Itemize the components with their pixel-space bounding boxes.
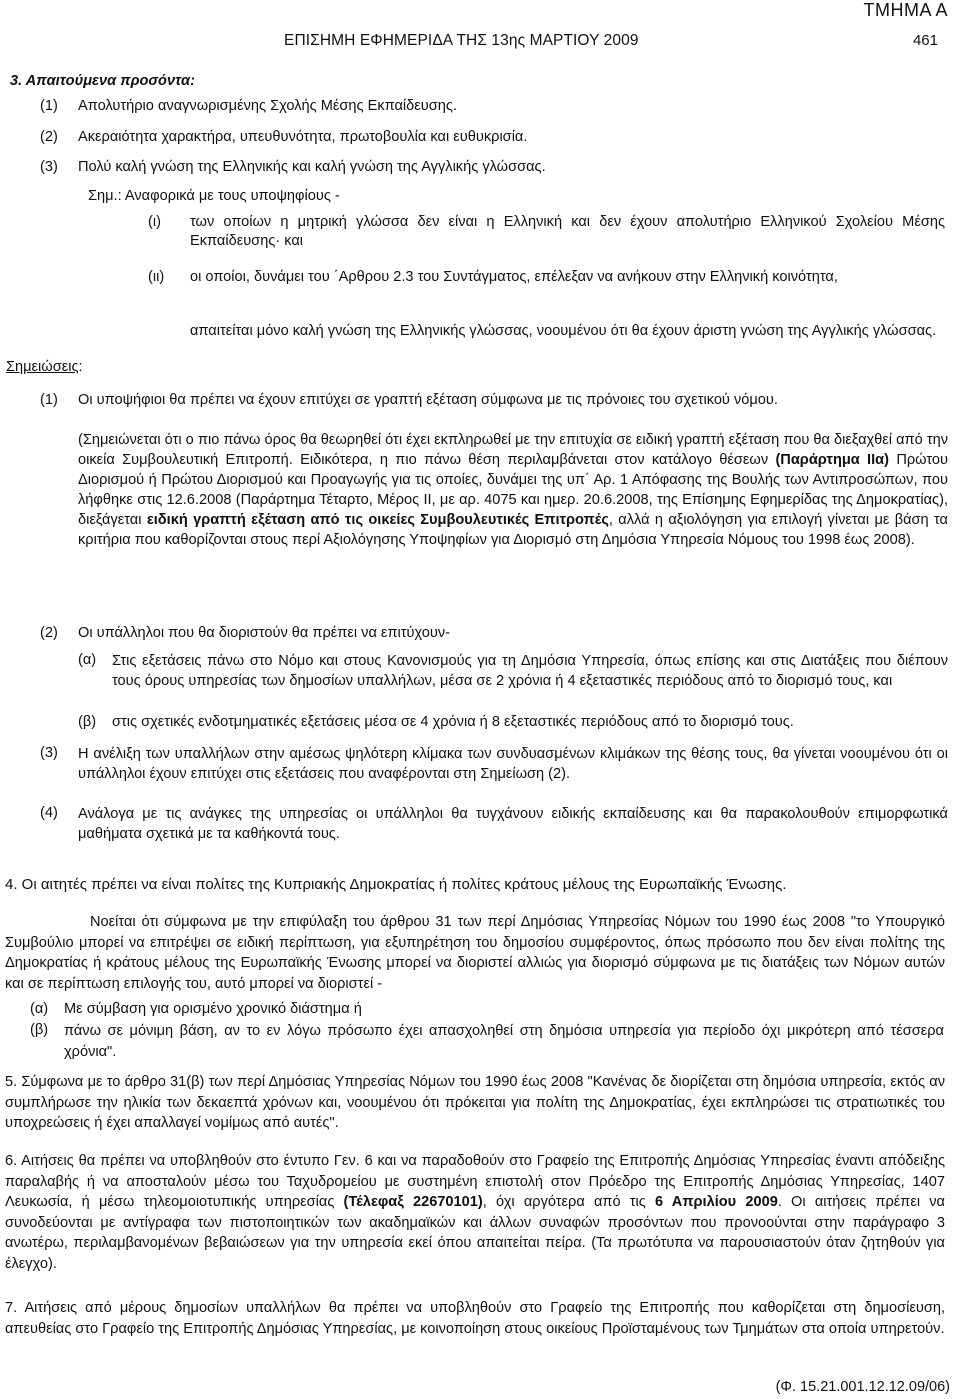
fax-number: (Τέλεφαξ 22670101) — [343, 1194, 483, 1210]
section-4-proviso: Νοείται ότι σύμφωνα με την επιφύλαξη του άρθρου 31 των περί Δημόσιας Υπηρεσίας Νόμων του 1990 έως 2008 "το Υπουργικό Συμβούλιο μπορεί να επιτρέψει σε ειδική περίπτωση, για εξυπηρέτηση του δημοσίου συμφέροντος, όπως πρόσωπο που δεν είναι πολίτης της Δημοκρατίας ή κράτους μέλους της Ευρωπαϊκής Ένωσης μπορεί να διοριστεί αλλιώς για διορισμό σύμφωνα με τις διατάξεις των Νόμων αυτών και σε περίπτωση επιλογής του, αυτό μπορεί να διοριστεί - — [5, 914, 945, 992]
s3-item-3-number: (3) — [40, 159, 58, 175]
notes-heading — [6, 358, 83, 377]
s3-item-2-number: (2) — [40, 129, 58, 145]
s3-note-label: Σημ. — [88, 188, 118, 204]
note-3: Η ανέλιξη των υπαλλήλων στην αμέσως ψηλότερη κλίμακα των συνδυασμένων κλιμάκων της θέσης τους, θα γίνεται νοουμένου ότι οι υπάλληλοι έχουν επιτύχει στις εξετάσεις που αναφέρονται στη Σημείωση (2). — [78, 746, 948, 782]
deadline-date: 6 Απριλίου 2009 — [655, 1194, 778, 1210]
section-7: 7. Αιτήσεις από μέρους δημοσίων υπαλλήλων θα πρέπει να υποβληθούν στο Γραφείο της Επιτροπής που καθορίζεται στη δημοσίευση, απευθείας στο Γραφείο της Επιτροπής Δημόσιας Υπηρεσίας, με κοινοποίηση στους οικείους Προϊσταμένους των Τμημάτων στα οποία υπηρετούν. — [5, 1300, 945, 1337]
note-1-number: (1) — [40, 392, 58, 408]
note-3-number: (3) — [40, 745, 58, 761]
file-reference: (Φ. 15.21.001.12.12.09/06) — [775, 1379, 950, 1395]
s6-part-a: 6. Αιτήσεις θα πρέπει να υποβληθούν στο έντυπο Γεν. 6 και να παραδοθούν στο Γραφείο της Επιτροπής Δημόσιας Υπηρεσίας έναντι απόδειξης παραλαβής ή να αποσταλούν μέσω του Ταχυδρομείου με συστημένη επιστολή στον Πρόεδρο της Επιτροπής Δημόσιας Υπηρεσίας, 1407 Λευκωσία, ή μέσω τηλεομοιοτυπικής υπηρεσίας — [5, 1153, 945, 1210]
note-1-explanation — [78, 430, 948, 550]
s3-requirement: απαιτείται μόνο καλή γνώση της Ελληνικής γλώσσας, νοουμένου ότι θα έχουν άριστη γνώση της Αγγλικής γλώσσας. — [190, 323, 937, 339]
s4-b-number: (β) — [30, 1022, 49, 1038]
note-2a: Στις εξετάσεις πάνω στο Νόμο και στους Κανονισμούς για τη Δημόσια Υπηρεσία, όπως επίσης και στις Διατάξεις που διέπουν τους όρους υπηρεσίας των δημοσίων υπαλλήλων, μέσα σε 2 χρόνια ή 4 εξεταστικές περιόδους από το διορισμό τους, και — [112, 653, 948, 689]
section-5: 5. Σύμφωνα με το άρθρο 31(β) των περί Δημόσιας Υπηρεσίας Νόμων του 1990 έως 2008 "Κανένας δε διορίζεται στη δημόσια υπηρεσία, εκτός αν συμπλήρωσε την ηλικία των δεκαεπτά χρόνων και, νοουμένου ότι πρόκειται για πολίτη της Δημοκρατίας, έχει εκπληρώσει τις στρατιωτικές του υποχρεώσεις ή έχει απαλλαγεί νομίμως από αυτές". — [5, 1074, 945, 1131]
s3-note-intro: : Αναφορικά με τους υποψηφίους - — [117, 188, 340, 204]
s3-sub-ii: οι οποίοι, δυνάμει του ΄Αρθρου 2.3 του Συντάγματος, επέλεξαν να ανήκουν στην Ελληνική κοινότητα, — [190, 269, 838, 285]
note-2: Οι υπάλληλοι που θα διοριστούν θα πρέπει να επιτύχουν- — [78, 625, 451, 641]
note-1-explanation-part-c: Πρώτου Διορισμού ή Πρώτου Διορισμού και Προαγωγής για τις οποίες, δυνάμει της υπ΄ Αρ. 1 Απόφασης της Βουλής των Αντιπροσώπων, που λήφθηκε στις 12.6.2008 (Παράρτημα Τέταρτο, Μέρος ΙΙ, με αρ. 4075 και ημερ. 20.6.2008, της Επίσημης Εφημερίδας της Δημοκρατίας), διεξάγεται — [78, 452, 949, 528]
s3-item-1: Απολυτήριο αναγνωρισμένης Σχολής Μέσης Εκπαίδευσης. — [78, 98, 457, 114]
note-2-number: (2) — [40, 625, 58, 641]
page-number: 461 — [912, 32, 938, 49]
note-1-explanation-part-a: (Σημειώνεται ότι ο πιο πάνω όρος θα θεωρηθεί ότι έχει εκπληρωθεί με την επιτυχία σε ειδική γραπτή εξέταση που θα διεξαχθεί από την οικεία Συμβουλευτική Επιτροπή. Ειδικότερα, η πιο πάνω θέση περιλαμβάνεται στον κατάλογο θέσεων — [78, 432, 948, 468]
s6-part-b: , όχι αργότερα από τις — [482, 1194, 656, 1210]
note-1-explanation-part-e: , αλλά η αξιολόγηση για επιλογή γίνεται με βάση τα κριτήρια που καθορίζονται στους περί Αξιολόγησης Υποψηφίων για Διορισμό στη Δημόσια Υπηρεσία Νόμους του 1998 έως 2008). — [78, 512, 948, 548]
s3-item-2: Ακεραιότητα χαρακτήρα, υπευθυνότητα, πρωτοβουλία και ευθυκρισία. — [78, 129, 528, 145]
section-4: 4. Οι αιτητές πρέπει να είναι πολίτες της Κυπριακής Δημοκρατίας ή πολίτες κράτους μέλους της Ευρωπαϊκής Ένωσης. — [5, 876, 787, 893]
note-2b: στις σχετικές ενδοτμηματικές εξετάσεις μέσα σε 4 χρόνια ή 8 εξεταστικές περιόδους από το διορισμό τους. — [112, 714, 794, 730]
gazette-title: ΕΠΙΣΗΜΗ ΕΦΗΜΕΡΙΔΑ ΤΗΣ 13ης ΜΑΡΤΙΟΥ 2009 — [284, 32, 639, 49]
section-3-heading: 3. Απαιτούμενα προσόντα: — [10, 73, 195, 89]
s3-item-3: Πολύ καλή γνώση της Ελληνικής και καλή γνώση της Αγγλικής γλώσσας. — [78, 159, 546, 175]
section-label: ΤΜΗΜΑ Α — [863, 0, 948, 20]
notes-heading-colon: : — [78, 359, 83, 375]
note-2b-number: (β) — [78, 714, 97, 730]
s3-sub-i: των οποίων η μητρική γλώσσα δεν είναι η Ελληνική και δεν έχουν απολυτήριο Ελληνικού Σχολείου Μέσης Εκπαίδευσης· και — [190, 214, 945, 249]
s3-item-1-number: (1) — [40, 98, 58, 114]
s3-note — [88, 187, 888, 206]
s6-part-c: . Οι αιτήσεις πρέπει να συνοδεύονται με αντίγραφα των πιστοποιητικών των ακαδημαϊκών και άλλων συναφών προσόντων που προνοούνται στην παράγραφο 3 ανωτέρω, περιλαμβανομένων βεβαιώσεων για την υπηρεσία εκεί όπου απαιτείται πείρα. (Τα πρωτότυπα να παρουσιαστούν όταν ζητηθούν για έλεγχο). — [5, 1194, 945, 1272]
note-2a-number: (α) — [78, 652, 97, 668]
s4-b: πάνω σε μόνιμη βάση, αν το εν λόγω πρόσωπο έχει απασχοληθεί στη δημόσια υπηρεσία για περίοδο όχι μικρότερη από τέσσερα χρόνια". — [64, 1023, 944, 1060]
s4-a: Με σύμβαση για ορισμένο χρονικό διάστημα ή — [64, 1001, 362, 1017]
note-4: Ανάλογα με τις ανάγκες της υπηρεσίας οι υπάλληλοι θα τυγχάνουν ειδικής εκπαίδευσης και θα παρακολουθούν επιμορφωτικά μαθήματα σχετικά με τα καθήκοντά τους. — [78, 806, 948, 842]
special-exam-phrase: ειδική γραπτή εξέταση από τις οικείες Συμβουλευτικές Επιτροπές — [146, 512, 609, 528]
notes-heading-text: Σημειώσεις — [6, 359, 79, 375]
s3-sub-i-number: (ι) — [148, 214, 161, 230]
note-1: Οι υποψήφιοι θα πρέπει να έχουν επιτύχει σε γραπτή εξέταση σύμφωνα με τις πρόνοιες του σχετικού νόμου. — [78, 392, 778, 408]
section-6 — [5, 1151, 945, 1274]
note-4-number: (4) — [40, 805, 58, 821]
s3-sub-ii-number: (ιι) — [148, 269, 165, 285]
annex-reference: (Παράρτημα ΙΙα) — [775, 452, 890, 468]
s4-a-number: (α) — [30, 1001, 49, 1017]
